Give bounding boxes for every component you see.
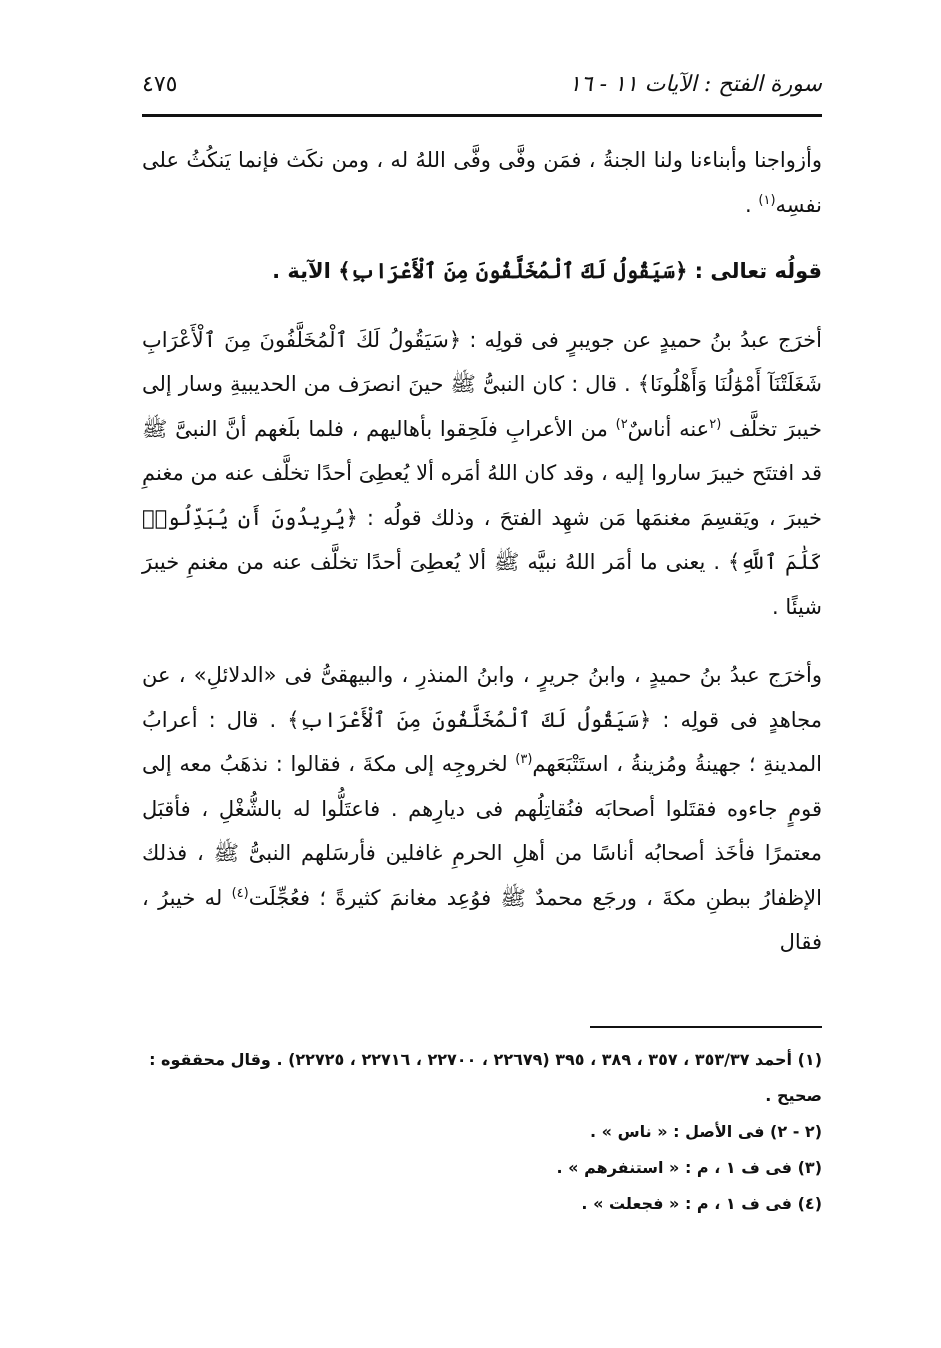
footnote-3: (٣) فى ف ١ ، م : « استنفرهم » . (556, 1158, 822, 1177)
paragraph-2-b: . قال : كان النبىُّ ﷺ حينَ انصرَف من الحديبيةِ وسار إلى خيبرَ تخلَّف (142, 372, 823, 441)
paragraph-2-a: أخرَج عبدُ بنُ حميدٍ عن جويبرٍ فى قولِه : (461, 327, 823, 352)
paragraph-2-e: . يعنى ما أمَر اللهُ نبيَّه ﷺ ألا يُعطِىَ أحدًا تخلَّف عنه من مغنمِ خيبرَ شيئًا . (142, 550, 822, 619)
paragraph-2-d: من الأعرابِ فلَحِقوا بأهاليهم ، فلما بلَغهم أنَّ النبىَّ ﷺ قد افتتَح خيبرَ ساروا إليه ، وقد كان اللهُ أمَره ألا يُعطِىَ أحدًا تخلَّف عنه من مغنمِ خيبرَ ، ويَقسِمَ مغنمَها مَن شهِد الفتحَ ، وذلك قولُه : (142, 416, 822, 530)
paragraph-2-c: عنه أناسٌ (627, 416, 710, 441)
verse-heading (142, 249, 822, 294)
footnote-2: (٢ - ٢) فى الأصل : « ناس » . (590, 1122, 822, 1141)
page-number: ٤٧٥ (142, 71, 178, 97)
footnote-1: (١) أحمد ٣٥٣/٣٧ ، ٣٥٧ ، ٣٨٩ ، ٣٩٥ (٢٢٦٧٩ ، ٢٢٧٠٠ ، ٢٢٧١٦ ، ٢٢٧٢٥) . وقال محققوه : صحيح . (149, 1050, 822, 1105)
footnote-rule (590, 1026, 822, 1028)
paragraph-3-a: وأخرَج عبدُ بنُ حميدٍ ، وابنُ جريرٍ ، وابنُ المنذرِ ، والبيهقىُّ فى «الدلائلِ» ، عن مجاهدٍ فى قولِه : (142, 663, 822, 732)
paragraph-2-quran-1: ﴿سَيَقُولُ لَكَ ٱلْمُخَلَّفُونَ مِنَ ٱلْأَعْرَابِ شَغَلَتْنَآ أَمْوَٰلُنَا وَأَهْلُونَا﴾ (142, 327, 822, 396)
paragraph-3-quran: ﴿سَيَقُولُ لَكَ ٱلْمُخَلَّفُونَ مِنَ ٱلْأَعْرَابِ﴾ (287, 707, 652, 732)
footnote-4: (٤) فى ف ١ ، م : « فجعلت » . (581, 1194, 822, 1213)
paragraph-1-end: . (745, 192, 759, 217)
page-header (142, 62, 822, 106)
verse-heading-intro: قولُه تعالى : (687, 259, 822, 283)
footnote-ref-1: (١) (758, 192, 776, 208)
paragraph-2-quran-2: ﴿يُرِيدُونَ أَن يُبَدِّلُوا۟ كَلَٰمَ ٱللَّهِ﴾ (142, 505, 823, 574)
paragraph-1 (142, 138, 822, 227)
paragraph-2 (142, 318, 822, 630)
running-title: سورة الفتح : الآيات ١١ - ١٦ (568, 71, 822, 97)
paragraph-1-text: وأزواجنا وأبناءنا ولنا الجنةُ ، فمَن وفَّى وفَّى اللهُ له ، ومن نكَث فإنما يَنكُثُ على نفسِه (142, 148, 822, 217)
footnotes (142, 1042, 822, 1222)
footnote-ref-2-open: (٢ (709, 416, 722, 432)
verse-heading-quran: ﴿سَيَقُولُ لَكَ ٱلْمُخَلَّفُونَ مِنَ ٱلْأَعْرَابِ﴾ (338, 258, 688, 283)
footnote-ref-4: (٤) (231, 885, 249, 901)
header-rule (142, 114, 822, 117)
paragraph-3-b: . قال : أعرابُ المدينةِ ؛ جهينةُ ومُزينةُ ، استَتْبَعَهم (142, 707, 822, 776)
footnote-ref-3: (٣) (515, 752, 533, 767)
verse-heading-end: الآية . (272, 259, 339, 283)
footnote-ref-2-close: ٢) (615, 416, 628, 432)
paragraph-3-d: له خيبرُ ، فقال (142, 885, 822, 954)
paragraph-3-c: لخروجِه إلى مكةَ ، فقالوا : نذهَبُ معه إلى قومٍ جاءوه فقتَلوا أصحابَه فنُقاتِلُهم فى ديارِهم . فاعتَلُّوا له بالشُّغْلِ ، فأقبَل معتمرًا فأخَذ أصحابُه أناسًا من أهلِ الحرمِ غافلين فأرسَلهم النبىُّ ﷺ ، فذلك الإظفارُ ببطنِ مكةَ ، ورجَع محمدٌ ﷺ فوُعِد مغانمَ كثيرةً ؛ فعُجِّلَت (142, 752, 822, 910)
paragraph-3 (142, 653, 822, 965)
main-text (142, 138, 822, 965)
